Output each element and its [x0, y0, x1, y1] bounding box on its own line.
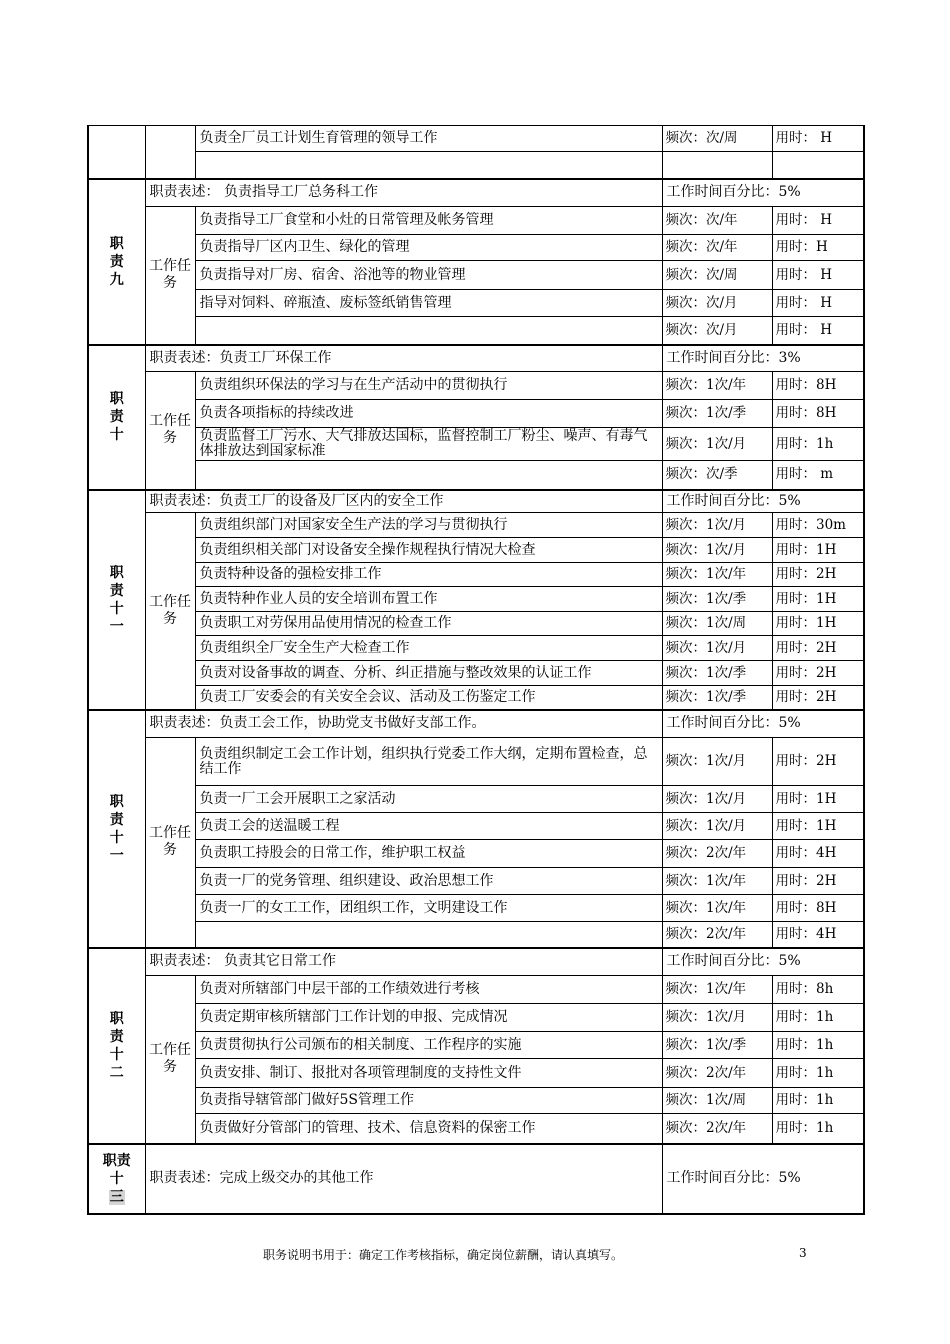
label-char: 十: [109, 1170, 124, 1187]
label-char: 工作: [149, 413, 177, 430]
label-char: 责: [109, 409, 124, 425]
frequency-cell: 频次：1次/月: [662, 738, 772, 786]
label-char: 工作: [149, 1042, 177, 1059]
duration-cell: 用时：1h: [772, 428, 864, 461]
work-task-label: [145, 976, 195, 1144]
task-cell: 负责一厂的党务管理、组织建设、政治思想工作: [195, 868, 662, 895]
work-time-percentage: 工作时间百分比：5%: [662, 490, 864, 513]
duration-cell: 用时：1H: [772, 813, 864, 840]
task-cell: 负责组织相关部门对设备安全操作规程执行情况大检查: [195, 538, 662, 563]
task-cell: 负责对设备事故的调查、分析、纠正措施与整改效果的认证工作: [195, 661, 662, 686]
work-time-percentage: 工作时间百分比：5%: [662, 948, 864, 976]
duty-label: [88, 179, 145, 345]
frequency-cell: 频次：1次/年: [662, 976, 772, 1004]
duty-summary: 职责表述：负责工厂的设备及厂区内的安全工作: [145, 490, 662, 513]
duration-cell: 用时：1H: [772, 538, 864, 563]
work-task-label: [145, 513, 195, 710]
task-cell: 负责组织制定工会工作计划，组织执行党委工作大纲，定期布置检查，总结工作: [195, 738, 662, 786]
frequency-cell: 频次：1次/月: [662, 813, 772, 840]
task-cell: 负责职工对劳保用品使用情况的检查工作: [195, 612, 662, 636]
duration-cell: 用时：2H: [772, 868, 864, 895]
duration-cell: 用时：8h: [772, 976, 864, 1004]
task-cell: 负责指导工厂食堂和小灶的日常管理及帐务管理: [195, 207, 662, 235]
task-cell: 负责工厂安委会的有关安全会议、活动及工伤鉴定工作: [195, 686, 662, 710]
label-char: 一: [109, 618, 124, 635]
frequency-cell: 频次：1次/月: [662, 513, 772, 538]
frequency-cell: 频次：1次/月: [662, 428, 772, 461]
label-char: 十: [109, 600, 124, 617]
duty-label: [88, 1144, 145, 1214]
task-cell: 负责指导辖管部门做好5S管理工作: [195, 1088, 662, 1114]
duration-cell: 用时： H: [772, 126, 864, 152]
continued-label-cell: [88, 126, 145, 179]
duration-cell: 用时：8H: [772, 372, 864, 400]
duration-cell: 用时：30m: [772, 513, 864, 538]
duration-cell: 用时：2H: [772, 661, 864, 686]
duration-cell: 用时：2H: [772, 738, 864, 786]
frequency-cell: 频次：1次/季: [662, 587, 772, 612]
duration-cell: 用时：H: [772, 235, 864, 261]
task-cell: [195, 317, 662, 345]
frequency-cell: 频次：1次/周: [662, 1088, 772, 1114]
frequency-cell: 频次：1次/年: [662, 895, 772, 922]
frequency-cell: 频次：次/年: [662, 207, 772, 235]
duration-cell: 用时： H: [772, 261, 864, 290]
work-task-label: [145, 738, 195, 948]
frequency-cell: 频次：1次/周: [662, 612, 772, 636]
frequency-cell: 频次：1次/月: [662, 538, 772, 563]
duty-summary: 职责表述： 负责指导工厂总务科工作: [145, 179, 662, 207]
label-char: 任务: [163, 593, 191, 627]
frequency-cell: 频次：1次/月: [662, 786, 772, 813]
frequency-cell: 频次：2次/年: [662, 1059, 772, 1088]
task-cell: 负责贯彻执行公司颁布的相关制度、工作程序的实施: [195, 1032, 662, 1059]
task-cell: 负责安排、制订、报批对各项管理制度的支持性文件: [195, 1059, 662, 1088]
task-cell: 负责特种设备的强检安排工作: [195, 563, 662, 587]
label-char: 责: [109, 1028, 124, 1045]
label-char: 任务: [163, 1042, 191, 1076]
task-cell: 负责定期审核所辖部门工作计划的申报、完成情况: [195, 1004, 662, 1032]
frequency-cell: 频次：1次/月: [662, 636, 772, 661]
task-cell: 负责一厂工会开展职工之家活动: [195, 786, 662, 813]
label-char: 任务: [163, 825, 191, 859]
label-char: 十: [109, 829, 124, 846]
label-char: 职责: [102, 1152, 131, 1169]
duration-cell: 用时：1h: [772, 1114, 864, 1144]
frequency-cell: 频次：1次/季: [662, 661, 772, 686]
frequency-cell: 频次：次/周: [662, 126, 772, 152]
page-number: 3: [799, 1246, 807, 1260]
work-task-label: [145, 372, 195, 490]
work-time-percentage: 工作时间百分比：5%: [662, 179, 864, 207]
duration-cell: 用时：1h: [772, 1004, 864, 1032]
task-cell: 负责一厂的女工工作，团组织工作，文明建设工作: [195, 895, 662, 922]
duty-summary: 职责表述：负责工会工作，协助党支书做好支部工作。: [145, 710, 662, 738]
frequency-cell: 频次：次/月: [662, 290, 772, 317]
frequency-cell: 频次：2次/年: [662, 922, 772, 948]
task-cell: 负责指导对厂房、宿舍、浴池等的物业管理: [195, 261, 662, 290]
frequency-cell: 频次：1次/年: [662, 563, 772, 587]
frequency-cell: 频次：1次/季: [662, 686, 772, 710]
frequency-cell: 频次：2次/年: [662, 1114, 772, 1144]
frequency-cell: 频次：1次/月: [662, 1004, 772, 1032]
label-char: 九: [109, 271, 124, 288]
label-char: 一: [109, 847, 124, 864]
duty-label: [88, 345, 145, 490]
work-time-percentage: 工作时间百分比：5%: [662, 1144, 864, 1214]
duty-label: [88, 948, 145, 1144]
frequency-cell: 频次：1次/年: [662, 868, 772, 895]
task-cell: [195, 152, 662, 179]
duration-cell: 用时：4H: [772, 922, 864, 948]
label-char: 十: [109, 427, 124, 443]
duration-cell: 用时：1h: [772, 1088, 864, 1114]
task-cell: [195, 922, 662, 948]
frequency-cell: 频次：次/年: [662, 235, 772, 261]
duration-cell: [772, 152, 864, 179]
label-char: 工作: [149, 593, 177, 610]
frequency-cell: 频次：次/季: [662, 461, 772, 490]
task-cell: 负责特种作业人员的安全培训布置工作: [195, 587, 662, 612]
task-cell: 负责指导厂区内卫生、绿化的管理: [195, 235, 662, 261]
task-cell: [195, 461, 662, 490]
duration-cell: 用时： H: [772, 290, 864, 317]
label-char: 任务: [163, 413, 191, 447]
label-char: 工作: [149, 258, 177, 275]
duration-cell: 用时： H: [772, 207, 864, 235]
duty-summary: 职责表述： 负责其它日常工作: [145, 948, 662, 976]
label-char: 职: [109, 564, 124, 581]
task-cell: 负责各项指标的持续改进: [195, 400, 662, 428]
work-time-percentage: 工作时间百分比：3%: [662, 345, 864, 372]
task-cell: 负责组织部门对国家安全生产法的学习与贯彻执行: [195, 513, 662, 538]
label-char: 责: [109, 253, 124, 270]
duty-label: [88, 710, 145, 948]
frequency-cell: 频次：次/月: [662, 317, 772, 345]
duration-cell: 用时：2H: [772, 636, 864, 661]
duration-cell: 用时：1H: [772, 786, 864, 813]
work-time-percentage: 工作时间百分比：5%: [662, 710, 864, 738]
label-char: 任务: [163, 258, 191, 292]
label-char: 职: [109, 391, 124, 407]
task-cell: 负责组织全厂安全生产大检查工作: [195, 636, 662, 661]
task-cell: 负责对所辖部门中层干部的工作绩效进行考核: [195, 976, 662, 1004]
frequency-cell: 频次：1次/季: [662, 400, 772, 428]
continued-sub-cell: [145, 126, 195, 179]
work-task-label: [145, 207, 195, 345]
label-char: 三: [109, 1188, 124, 1205]
duty-summary: 职责表述：完成上级交办的其他工作: [145, 1144, 662, 1214]
duration-cell: 用时：4H: [772, 840, 864, 868]
label-char: 工作: [149, 825, 177, 842]
label-char: 责: [109, 811, 124, 828]
duration-cell: 用时：1H: [772, 587, 864, 612]
task-cell: 负责做好分管部门的管理、技术、信息资料的保密工作: [195, 1114, 662, 1144]
label-char: 职: [109, 235, 124, 252]
label-char: 责: [109, 582, 124, 599]
duration-cell: 用时：8H: [772, 895, 864, 922]
frequency-cell: 频次：2次/年: [662, 840, 772, 868]
footer-note: 职务说明书用于：确定工作考核指标，确定岗位薪酬，请认真填写。: [263, 1248, 624, 1262]
task-cell: 负责全厂员工计划生育管理的领导工作: [195, 126, 662, 152]
label-char: 十: [109, 1046, 124, 1063]
duration-cell: 用时：1h: [772, 1059, 864, 1088]
frequency-cell: 频次：1次/季: [662, 1032, 772, 1059]
duration-cell: 用时： m: [772, 461, 864, 490]
duty-label: [88, 490, 145, 710]
duration-cell: 用时：2H: [772, 563, 864, 587]
duration-cell: 用时：1h: [772, 1032, 864, 1059]
duration-cell: 用时：2H: [772, 686, 864, 710]
duty-table: [87, 125, 865, 1215]
frequency-cell: 频次：1次/年: [662, 372, 772, 400]
duration-cell: 用时：8H: [772, 400, 864, 428]
task-cell: 负责工会的送温暖工程: [195, 813, 662, 840]
label-char: 职: [109, 793, 124, 810]
task-cell: 负责组织环保法的学习与在生产活动中的贯彻执行: [195, 372, 662, 400]
duration-cell: 用时： H: [772, 317, 864, 345]
label-char: 职: [109, 1010, 124, 1027]
frequency-cell: 频次：次/周: [662, 261, 772, 290]
task-cell: 指导对饲料、碎瓶渣、废标签纸销售管理: [195, 290, 662, 317]
task-cell: 负责职工持股会的日常工作，维护职工权益: [195, 840, 662, 868]
duty-summary: 职责表述：负责工厂环保工作: [145, 345, 662, 372]
duration-cell: 用时：1H: [772, 612, 864, 636]
frequency-cell: [662, 152, 772, 179]
task-cell: 负责监督工厂污水、大气排放达国标，监督控制工厂粉尘、噪声、有毒气体排放达到国家标准: [195, 428, 662, 461]
label-char: 二: [109, 1064, 124, 1081]
